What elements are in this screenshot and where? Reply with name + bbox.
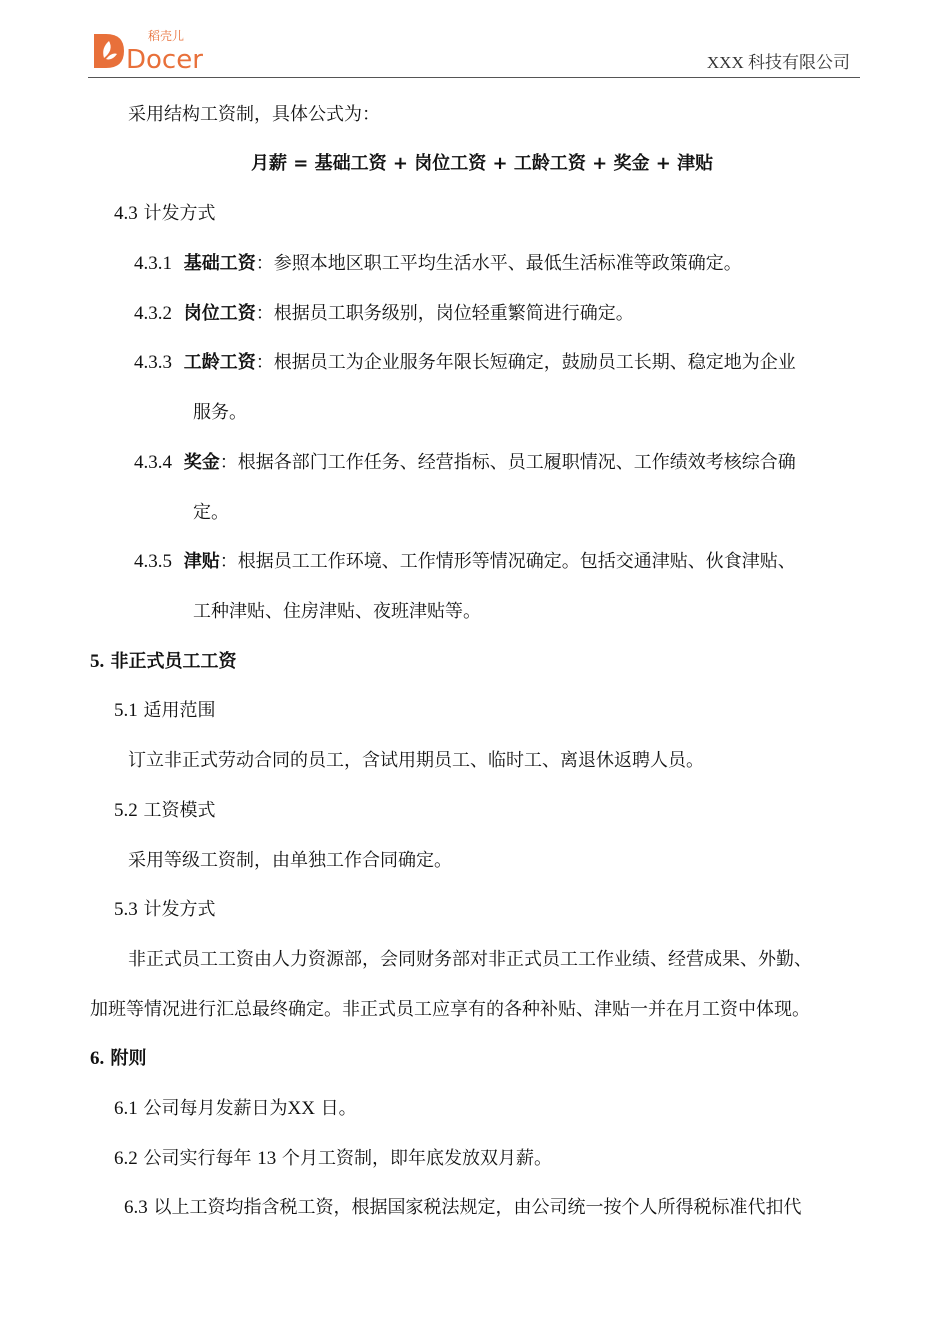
docer-logo (88, 24, 208, 80)
item-4-3-5-cont: 工种津贴、住房津贴、夜班津贴等。 (193, 601, 481, 622)
section-5-1-body: 订立非正式劳动合同的员工，含试用期员工、临时工、离退休返聘人员。 (128, 750, 704, 771)
section-5-3-body-line-2: 加班等情况进行汇总最终确定。非正式员工应享有的各种补贴、津贴一并在月工资中体现。 (90, 999, 810, 1020)
item-4-3-2: 4.3.2 岗位工资：根据员工职务级别，岗位轻重繁简进行确定。 (134, 303, 634, 324)
docer-logo-icon (88, 24, 208, 80)
section-6-3: 6.3 以上工资均指含税工资，根据国家税法规定，由公司统一按个人所得税标准代扣代 (124, 1197, 802, 1218)
logo-en-text: Docer (126, 45, 203, 75)
logo-cn-text: 稻壳儿 (148, 29, 185, 43)
section-5-3-heading: 5.3 计发方式 (114, 899, 216, 920)
header-divider (88, 77, 860, 78)
section-6-1: 6.1 公司每月发薪日为XX 日。 (114, 1098, 357, 1119)
section-5-2-heading: 5.2 工资模式 (114, 800, 216, 821)
section-5-2-body: 采用等级工资制，由单独工作合同确定。 (128, 850, 452, 871)
section-5-heading: 5. 非正式员工工资 (90, 651, 237, 672)
section-5-1-heading: 5.1 适用范围 (114, 700, 216, 721)
section-6-heading: 6. 附则 (90, 1048, 147, 1069)
intro-text: 采用结构工资制，具体公式为： (128, 104, 380, 125)
section-5-3-body-line-1: 非正式员工工资由人力资源部，会同财务部对非正式员工工作业绩、经营成果、外勤、 (128, 949, 812, 970)
item-4-3-5: 4.3.5 津贴：根据员工工作环境、工作情形等情况确定。包括交通津贴、伙食津贴、 (134, 551, 796, 572)
item-4-3-1: 4.3.1 基础工资：参照本地区职工平均生活水平、最低生活标准等政策确定。 (134, 253, 742, 274)
section-4-3-heading: 4.3 计发方式 (114, 203, 216, 224)
item-4-3-4-cont: 定。 (193, 502, 229, 523)
company-name: XXX 科技有限公司 (706, 53, 850, 72)
item-4-3-3: 4.3.3 工龄工资：根据员工为企业服务年限长短确定，鼓励员工长期、稳定地为企业 (134, 352, 796, 373)
item-4-3-3-cont: 服务。 (193, 402, 247, 423)
salary-formula: 月薪 = 基础工资 + 岗位工资 + 工龄工资 + 奖金 + 津贴 (251, 153, 714, 174)
item-4-3-4: 4.3.4 奖金：根据各部门工作任务、经营指标、员工履职情况、工作绩效考核综合确 (134, 452, 796, 473)
section-6-2: 6.2 公司实行每年 13 个月工资制，即年底发放双月薪。 (114, 1148, 552, 1169)
